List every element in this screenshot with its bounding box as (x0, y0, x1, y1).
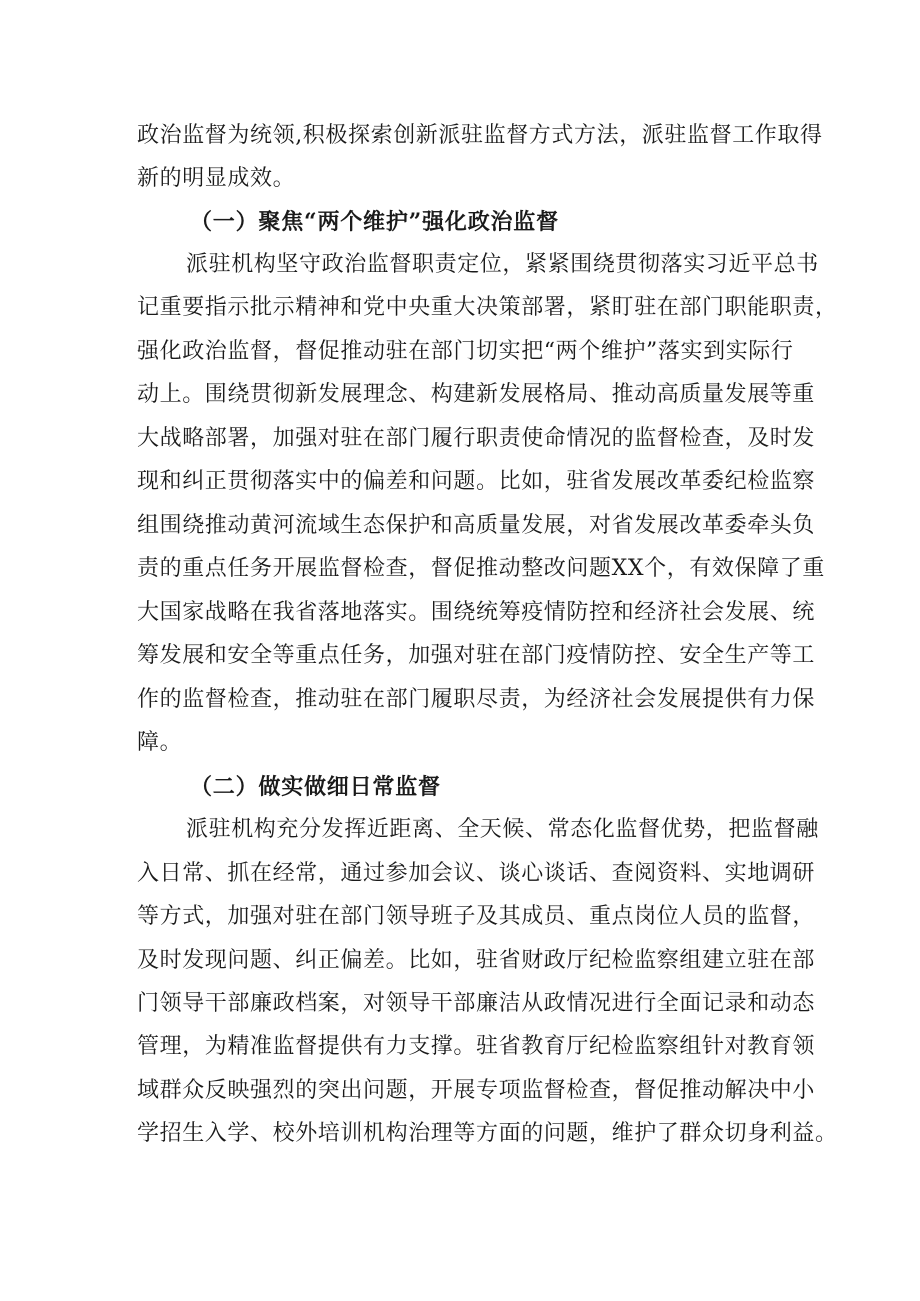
section2-line-2: 入日常、抓在经常，通过参加会议、谈心谈话、查阅资料、实地调研 (137, 861, 816, 886)
section1-line-10: 筹发展和安全等重点任务，加强对驻在部门疫情防控、安全生产等工 (137, 643, 816, 668)
section1-line-3: 强化政治监督，督促推动驻在部门切实把“两个维护”落实到实际行 (137, 339, 794, 364)
section-heading-1: （一）聚焦“两个维护”强化政治监督 (190, 209, 559, 235)
section2-line-6: 管理，为精准监督提供有力支撑。驻省教育厅纪检监察组针对教育领 (137, 1034, 816, 1059)
section1-line-9: 大国家战略在我省落地落实。围绕统筹疫情防控和经济社会发展、统 (137, 600, 816, 625)
intro-line-2: 新的明显成效。 (137, 166, 296, 191)
section1-line-1: 派驻机构坚守政治监督职责定位，紧紧围绕贯彻落实习近平总书 (186, 252, 819, 277)
section1-line-2: 记重要指示批示精神和党中央重大决策部署，紧盯驻在部门职能职责， (137, 295, 838, 320)
section2-line-5: 门领导干部廉政档案，对领导干部廉洁从政情况进行全面记录和动态 (137, 991, 816, 1016)
section1-line-6: 现和纠正贯彻落实中的偏差和问题。比如，驻省发展改革委纪检监察 (137, 469, 816, 494)
section1-line-8: 责的重点任务开展监督检查，督促推动整改问题XX个，有效保障了重 (137, 556, 825, 581)
intro-line-1: 政治监督为统领,积极探索创新派驻监督方式方法，派驻监督工作取得 (137, 123, 823, 148)
section1-line-12: 障。 (137, 730, 183, 755)
section2-line-3: 等方式，加强对驻在部门领导班子及其成员、重点岗位人员的监督， (137, 904, 816, 929)
section2-line-4: 及时发现问题、纠正偏差。比如，驻省财政厅纪检监察组建立驻在部 (137, 948, 816, 973)
section-heading-2: （二）做实做细日常监督 (190, 774, 441, 800)
section2-line-1: 派驻机构充分发挥近距离、全天候、常态化监督优势，把监督融 (186, 817, 819, 842)
section1-line-5: 大战略部署，加强对驻在部门履行职责使命情况的监督检查，及时发 (137, 426, 816, 451)
section1-line-11: 作的监督检查，推动驻在部门履职尽责，为经济社会发展提供有力保 (137, 687, 816, 712)
section1-line-7: 组围绕推动黄河流域生态保护和高质量发展，对省发展改革委牵头负 (137, 513, 816, 538)
section2-line-7: 域群众反映强烈的突出问题，开展专项监督检查，督促推动解决中小 (137, 1078, 816, 1103)
section1-line-4: 动上。围绕贯彻新发展理念、构建新发展格局、推动高质量发展等重 (137, 382, 816, 407)
section2-line-8: 学招生入学、校外培训机构治理等方面的问题，维护了群众切身利益。 (137, 1121, 838, 1146)
